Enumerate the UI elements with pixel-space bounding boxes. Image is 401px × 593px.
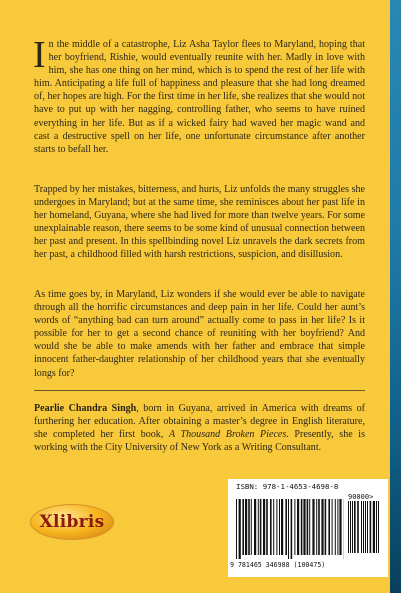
- blurb-paragraph-3: As time goes by, in Maryland, Liz wonders if she would ever be able to navigate through all the horrific circumstances and deep pain in her life. Could her aunt’s words of “anything bad can turn around” actually come to pass in her life? Is it possible for her to get a second chance of reuniting with her boyfriend? And would she be able to make amends with her father and embrace that simple innocent father-daughter relationship of her childhood years that she eventually longs for?: [34, 289, 365, 379]
- publisher-logo-text: Xlibris: [39, 512, 105, 532]
- barcode-bar: [328, 499, 330, 555]
- barcode-bar: [270, 499, 272, 555]
- barcode-bar: [309, 499, 310, 555]
- barcode-addon-bars: [348, 501, 380, 557]
- barcode-bar: [236, 499, 237, 559]
- barcode-bar: [294, 499, 295, 555]
- barcode-bar: [273, 499, 274, 555]
- blurb-paragraph-2: Trapped by her mistakes, bitterness, and hurts, Liz unfolds the many struggles she undergoes in Maryland; but at the same time, she reminisces about her past life in her homeland, Guyana, where she had lived for more than twelve years. For some unexplainable reason, there seems to be some kind of unusual connection between her past and present. In this spellbinding novel Liz unravels the dark secrets from her past, a childhood filled with harsh restrictions, suspicion, and disillusion.: [34, 184, 365, 261]
- barcode-bar: [303, 499, 305, 555]
- barcode-bar: [288, 499, 289, 559]
- barcode-bar: [332, 499, 333, 555]
- divider-rule: [34, 390, 365, 391]
- blurb-paragraph-1: [33, 34, 365, 156]
- barcode-bar: [354, 501, 356, 553]
- barcode-bar: [312, 499, 314, 555]
- author-name: Pearlie Chandra Singh: [34, 403, 137, 414]
- barcode-bar: [301, 499, 303, 555]
- barcode-bar: [266, 499, 268, 555]
- barcode-bar: [370, 501, 372, 553]
- author-bio: [34, 402, 365, 454]
- publisher-logo: [30, 504, 114, 540]
- barcode-bar: [318, 499, 320, 555]
- barcode-bar: [297, 499, 299, 555]
- previous-book-title: A Thousand Broken Pieces: [168, 429, 287, 441]
- barcode-bar: [316, 499, 317, 555]
- barcode-bar: [367, 501, 368, 553]
- barcode-bar: [365, 501, 366, 553]
- isbn-label: ISBN: 978-1-4653-4698-8: [236, 482, 339, 491]
- barcode-bar: [307, 499, 309, 555]
- barcode-bar: [325, 499, 327, 555]
- barcode-bar: [363, 501, 364, 553]
- barcode-bar: [291, 499, 293, 559]
- barcode-bar: [361, 501, 362, 553]
- barcode-bar: [239, 499, 241, 559]
- price-code: 90000>: [348, 493, 374, 501]
- barcode-bar: [279, 499, 280, 555]
- barcode-bar: [321, 499, 323, 555]
- barcode-bar: [357, 501, 359, 553]
- author-bio-text-1: , born in Guyana, arrived in America with dreams of furthering her education. After obtaining a master’s degree in English literature, she completed her first book,: [34, 403, 365, 441]
- barcode-bars: [236, 499, 344, 559]
- barcode-bar: [258, 499, 259, 555]
- barcode-bar: [251, 499, 252, 555]
- barcode-bar: [285, 499, 287, 555]
- barcode-bar: [339, 499, 341, 555]
- barcode-bar: [281, 499, 283, 555]
- barcode-bar: [376, 501, 377, 553]
- barcode-bar: [373, 501, 375, 553]
- barcode-digits: 9 781465 346988 (100475): [230, 561, 326, 569]
- barcode-bar: [263, 499, 265, 555]
- barcode-bar: [337, 499, 338, 555]
- barcode-bar: [335, 499, 336, 555]
- barcode-bar: [260, 499, 262, 555]
- barcode-bar: [248, 499, 250, 555]
- barcode-bar: [348, 501, 349, 553]
- barcode-bar: [245, 499, 247, 555]
- barcode-bar: [276, 499, 277, 555]
- drop-cap: I: [33, 34, 46, 76]
- barcode-bar: [254, 499, 256, 555]
- barcode-bar: [350, 501, 351, 553]
- blurb-paragraph-1-text: n the middle of a catastrophe, Liz Asha Taylor flees to Maryland, hoping that her boyfriend, Rishie, would eventually reunite with her. Madly in love with him, she has one thing on her mind, which is to spend the rest of her life with him. Anticipating a life full of happiness and pleasure that she had long dreamed of, her hopes are high. For the first time in her life, she realizes that she would not have to put up with her nagging, controlling father, who seems to have ruined everything in her life. But as if a wicked fairy had waved her magic wand and cast a destructive spell on her life, one unfortunate circumstance after another starts to befall her.: [34, 39, 365, 155]
- barcode-bar: [242, 499, 244, 555]
- barcode-bar: [352, 501, 353, 553]
- isbn-barcode: [228, 479, 388, 577]
- author-bio-text-2: . Presently, she is working with the City University of New York as a Writing Consultant.: [34, 429, 365, 454]
- barcode-bar: [378, 501, 379, 553]
